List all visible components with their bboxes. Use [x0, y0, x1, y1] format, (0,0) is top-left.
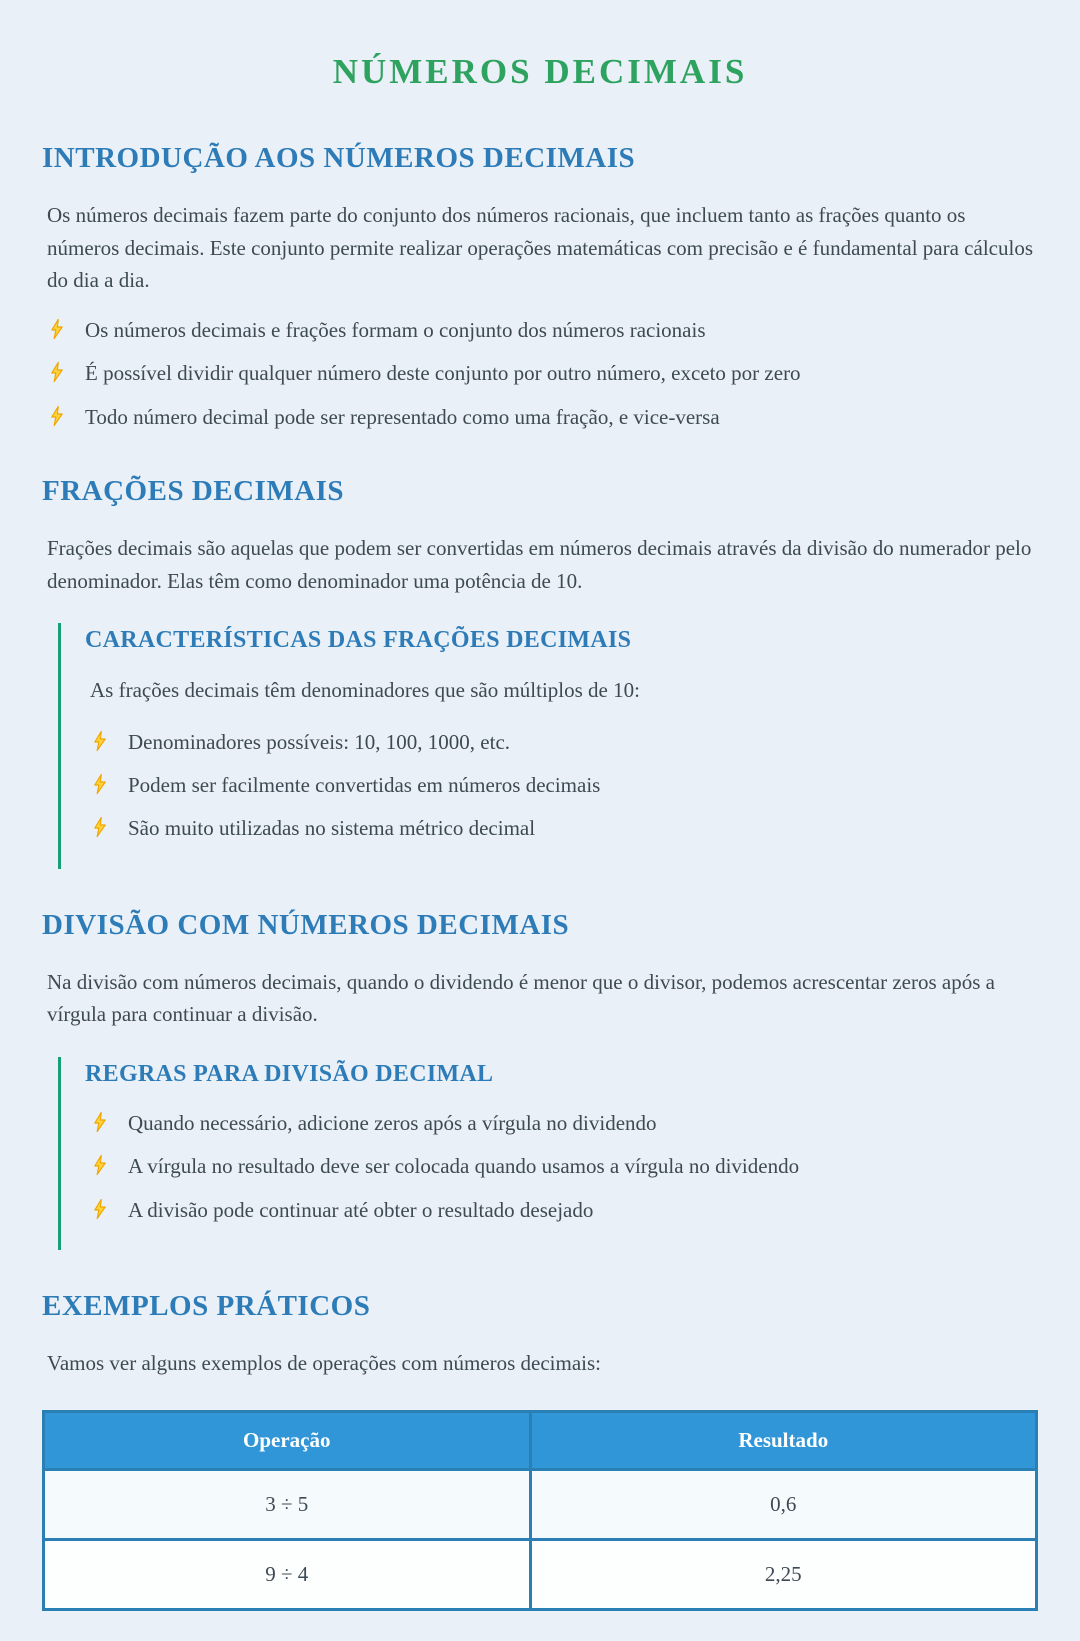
- list-item: [47, 358, 1038, 391]
- lightning-icon: [90, 773, 110, 803]
- regras-box: [58, 1057, 1038, 1250]
- list-item-text: A divisão pode continuar até obter o resultado desejado: [128, 1197, 594, 1222]
- list-item-text: São muito utilizadas no sistema métrico decimal: [128, 816, 536, 841]
- caracteristicas-bullet-list: [85, 727, 1038, 847]
- lightning-icon: [90, 816, 110, 846]
- regras-bullet-list: [85, 1108, 1038, 1228]
- box-heading-caracteristicas: CARACTERÍSTICAS DAS FRAÇÕES DECIMAIS: [85, 627, 632, 654]
- section-heading-introducao: INTRODUÇÃO AOS NÚMEROS DECIMAIS: [42, 142, 636, 174]
- lightning-icon: [90, 730, 110, 760]
- lightning-icon: [90, 1198, 110, 1228]
- page-title: NÚMEROS DECIMAIS: [332, 52, 748, 91]
- table-cell-operation: 9 ÷ 4: [44, 1539, 531, 1609]
- examples-table: [42, 1410, 1038, 1611]
- list-item: [90, 1108, 1038, 1141]
- lightning-icon: [90, 1154, 110, 1184]
- list-item: [47, 402, 1038, 435]
- list-item-text: É possível dividir qualquer número deste conjunto por outro número, exceto por zero: [85, 361, 801, 386]
- list-item: [47, 315, 1038, 348]
- box-heading-regras: REGRAS PARA DIVISÃO DECIMAL: [85, 1061, 494, 1087]
- table-cell-operation: 3 ÷ 5: [44, 1469, 531, 1539]
- table-header-operacao: Operação: [44, 1411, 531, 1469]
- divisao-paragraph: Na divisão com números decimais, quando o dividendo é menor que o divisor, podemos acrescentar zeros após a vírgula para continuar a divisão.: [47, 969, 995, 1027]
- lightning-icon: [47, 405, 67, 435]
- list-item-text: Podem ser facilmente convertidas em números decimais: [128, 773, 601, 798]
- section-heading-divisao: DIVISÃO COM NÚMEROS DECIMAIS: [42, 908, 570, 941]
- list-item: [90, 813, 1038, 846]
- table-header-row: [44, 1411, 1037, 1469]
- caracteristicas-box: [58, 623, 1038, 869]
- list-item: [90, 1151, 1038, 1184]
- table-cell-result: 2,25: [530, 1539, 1036, 1609]
- table-cell-result: 0,6: [530, 1469, 1036, 1539]
- lightning-icon: [90, 1111, 110, 1141]
- section-heading-exemplos: EXEMPLOS PRÁTICOS: [42, 1290, 371, 1323]
- table-row: [44, 1469, 1037, 1539]
- intro-paragraph: Os números decimais fazem parte do conjunto dos números racionais, que incluem tanto as frações quanto os números decimais. Este conjunto permite realizar operações matemáticas com precisão e é fundamental para cálculos do dia a dia.: [47, 203, 1033, 293]
- list-item-text: Os números decimais e frações formam o conjunto dos números racionais: [85, 317, 706, 342]
- list-item-text: Denominadores possíveis: 10, 100, 1000, etc.: [128, 729, 511, 754]
- exemplos-paragraph: Vamos ver alguns exemplos de operações com números decimais:: [47, 1351, 602, 1376]
- list-item: [90, 1195, 1038, 1228]
- list-item: [90, 727, 1038, 760]
- list-item: [90, 770, 1038, 803]
- lightning-icon: [47, 318, 67, 348]
- intro-bullet-list: [42, 315, 1038, 435]
- list-item-text: Quando necessário, adicione zeros após a vírgula no dividendo: [128, 1111, 657, 1135]
- fracoes-paragraph: Frações decimais são aquelas que podem ser convertidas em números decimais através da divisão do numerador pelo denominador. Elas têm como denominador uma potência de 10.: [47, 535, 1032, 593]
- table-row: [44, 1539, 1037, 1609]
- lightning-icon: [47, 361, 67, 391]
- table-header-resultado: Resultado: [530, 1411, 1036, 1469]
- section-heading-fracoes: FRAÇÕES DECIMAIS: [42, 474, 345, 507]
- list-item-text: Todo número decimal pode ser representado como uma fração, e vice-versa: [85, 404, 720, 429]
- list-item-text: A vírgula no resultado deve ser colocada quando usamos a vírgula no dividendo: [128, 1154, 800, 1179]
- caracteristicas-paragraph: As frações decimais têm denominadores que são múltiplos de 10:: [90, 678, 640, 703]
